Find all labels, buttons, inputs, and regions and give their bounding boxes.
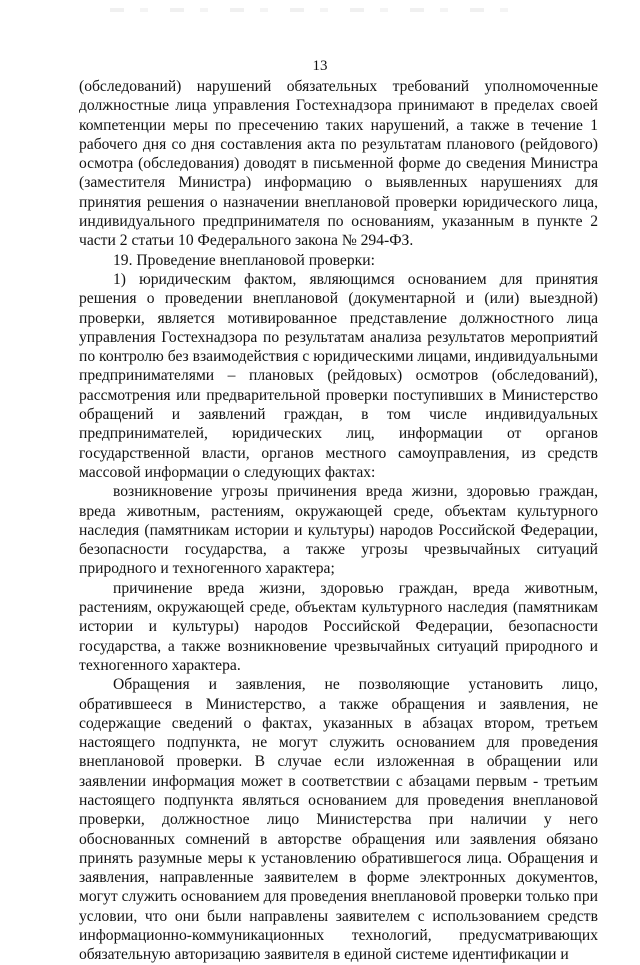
paragraph-4: возникновение угрозы причинения вреда жизни, здоровью граждан, вреда животным, растениям, окружающей среде, объектам культурного наследия (памятникам истории и культуры) народов Российской Федерации, безопасности государства, а также угрозы чрезвычайных ситуаций природного и техногенного характера; — [79, 483, 598, 578]
paragraph-3: 1) юридическим фактом, являющимся основанием для принятия решения о проведении внеплановой (документарной и (или) выездной) проверки, является мотивированное представление должностного лица управления Гостехнадзора по результатам анализа результатов мероприятий по контролю без взаимодействия с юридическими лицами, индивидуальными предпринимателями – плановых (рейдовых) осмотров (обследований), рассмотрения или предварительной проверки поступивших в Министерство обращений и заявлений граждан, в том числе индивидуальных предпринимателей, юридических лиц, информации от органов государственной власти, органов местного самоуправления, из средств массовой информации о следующих фактах: — [79, 270, 598, 481]
page-number: 13 — [312, 58, 328, 74]
paragraph-1: (обследований) нарушений обязательных требований уполномоченные должностные лица управления Гостехнадзора принимают в пределах своей компетенции меры по пресечению таких нарушений, а также в течение 1 рабочего дня со дня составления акта по результатам планового (рейдового) осмотра (обследования) доводят в письменной форме до сведения Министра (заместителя Министра) информацию о выявленных нарушениях для принятия решения о назначении внеплановой проверки юридического лица, индивидуального предпринимателя по основаниям, указанным в пункте 2 части 2 статьи 10 Федерального закона № 294-ФЗ. — [79, 78, 598, 250]
paragraph-2: 19. Проведение внеплановой проверки: — [113, 251, 375, 269]
scan-artifact — [110, 8, 530, 12]
document-body — [79, 77, 598, 965]
paragraph-6: Обращения и заявления, не позволяющие установить лицо, обратившееся в Министерство, а также обращения и заявления, не содержащие сведений о фактах, указанных в абзацах втором, третьем настоящего подпункта, не могут служить основанием для проведения внеплановой проверки. В случае если изложенная в обращении или заявлении информация может в соответствии с абзацами первым - третьим настоящего подпункта являться основанием для проведения внеплановой проверки, должностное лицо Министерства при наличии у него обоснованных сомнений в авторстве обращения или заявления обязано принять разумные меры к установлению обратившегося лица. Обращения и заявления, направленные заявителем в форме электронных документов, могут служить основанием для проведения внеплановой проверки только при условии, что они были направлены заявителем с использованием средств информационно-коммуникационных технологий, предусматривающих обязательную авторизацию заявителя в единой системе идентификации и — [79, 676, 598, 964]
paragraph-5: причинение вреда жизни, здоровью граждан, вреда животным, растениям, окружающей среде, объектам культурного наследия (памятникам истории и культуры) народов Российской Федерации, безопасности государства, а также возникновение чрезвычайных ситуаций природного и техногенного характера. — [79, 579, 598, 674]
